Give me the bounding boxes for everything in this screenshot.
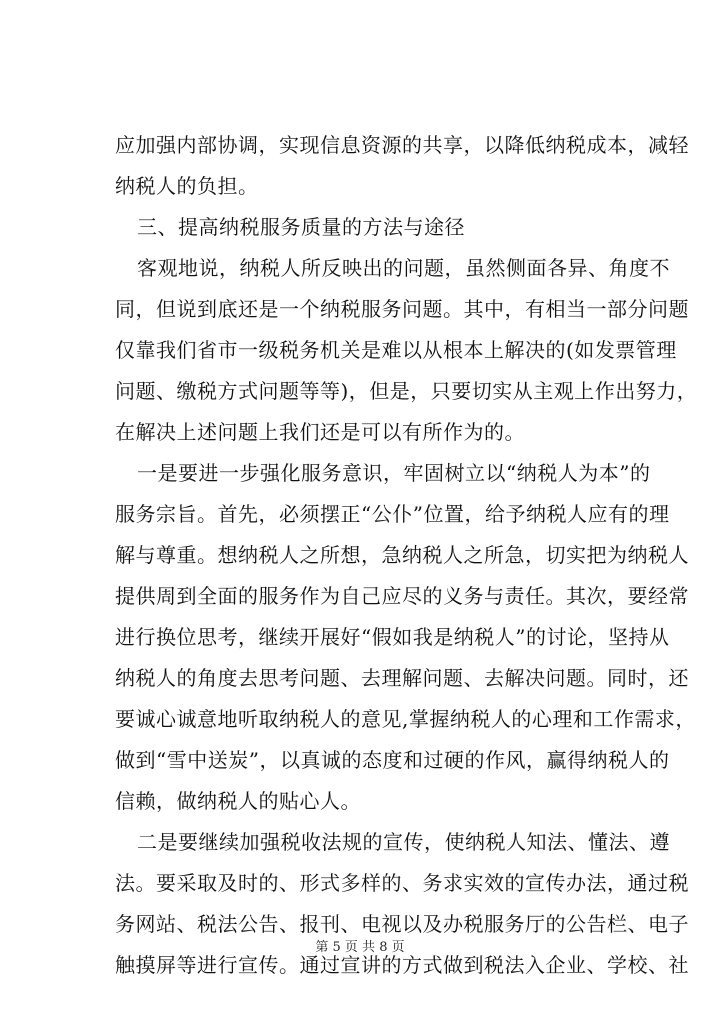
section-heading: 三、提高纳税服务质量的方法与途径: [137, 215, 465, 239]
text-line: 在解决上述问题上我们还是可以有所作为的。: [115, 420, 525, 444]
page-number-label: 第 5 页 共 8 页: [315, 940, 405, 955]
text-line: 纳税人的负担。: [115, 174, 259, 198]
text-line: 信赖，做纳税人的贴心人。: [115, 789, 361, 813]
text-line: 客观地说，纳税人所反映出的问题，虽然侧面各异、角度不: [137, 256, 670, 280]
text-line: 同，但说到底还是一个纳税服务问题。其中，有相当一部分问题: [115, 297, 689, 321]
text-line: 法。要采取及时的、形式多样的、务求实效的宣传办法，通过税: [115, 871, 689, 895]
text-line: 问题、缴税方式问题等等)，但是，只要切实从主观上作出努力，: [115, 379, 698, 403]
text-line: 仅靠我们省市一级税务机关是难以从根本上解决的(如发票管理: [115, 338, 677, 362]
page-footer: [0, 940, 720, 956]
text-line: 进行换位思考，继续开展好“假如我是纳税人”的讨论，坚持从: [115, 625, 670, 649]
text-line: 做到“雪中送炭”，以真诚的态度和过硬的作风，赢得纳税人的: [115, 748, 670, 772]
text-line: 务网站、税法公告、报刊、电视以及办税服务厅的公告栏、电子: [115, 912, 689, 936]
text-line: 一是要进一步强化服务意识，牢固树立以“纳税人为本”的: [137, 461, 651, 485]
text-line: 提供周到全面的服务作为自己应尽的义务与责任。其次，要经常: [115, 584, 689, 608]
text-line: 应加强内部协调，实现信息资源的共享，以降低纳税成本，减轻: [115, 133, 689, 157]
text-line: 纳税人的角度去思考问题、去理解问题、去解决问题。同时，还: [115, 666, 689, 690]
text-line: 触摸屏等进行宣传。通过宣讲的方式做到税法入企业、学校、社: [115, 953, 689, 977]
text-line: 解与尊重。想纳税人之所想，急纳税人之所急，切实把为纳税人: [115, 543, 689, 567]
text-line: 要诚心诚意地听取纳税人的意见,掌握纳税人的心理和工作需求，: [115, 707, 696, 731]
text-line: 二是要继续加强税收法规的宣传，使纳税人知法、懂法、遵: [137, 830, 670, 854]
text-line: 服务宗旨。首先，必须摆正“公仆”位置，给予纳税人应有的理: [115, 502, 670, 526]
